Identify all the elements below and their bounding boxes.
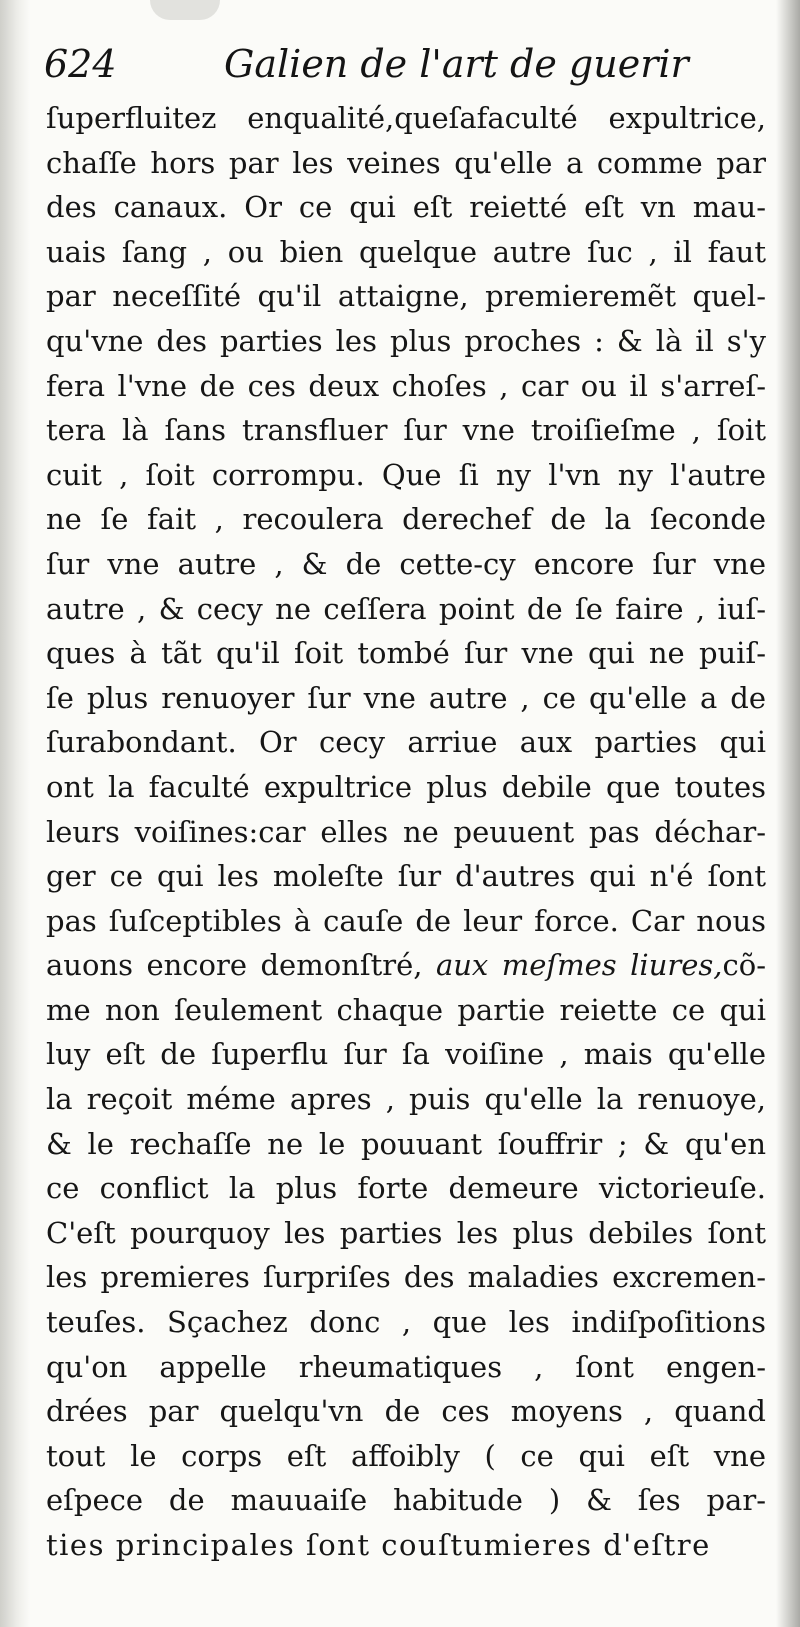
text-line: C'eſt pourquoy les parties les plus debiles ſont (46, 1215, 766, 1250)
text-line: pas ſuſceptibles à cauſe de leur force. Car nous (46, 903, 766, 938)
text-line: fera l'vne de ces deux choſes , car ou il s'arreſ- (46, 368, 766, 403)
running-title: Galien de l'art de guerir (224, 42, 689, 86)
text-line: cuit , ſoit corrompu. Que ſi ny l'vn ny l'autre (46, 457, 766, 492)
text-line: ſur vne autre , & de cette-cy encore ſur vne (46, 546, 766, 581)
text-line: ſuperfluitez enqualité,queſafaculté expultrice, (46, 101, 766, 135)
italic-reference: aux meſmes liures, (435, 948, 723, 983)
text-line: autre , & cecy ne ceſſera point de ſe faire , iuſ- (46, 591, 766, 626)
page-edge-shadow (776, 0, 800, 1627)
text-line: ne ſe fait , recoulera derechef de la ſeconde (46, 502, 766, 537)
text-line: ſurabondant. Or cecy arriue aux parties qui (46, 725, 766, 760)
text-line: ques à tãt qu'il ſoit tombé ſur vne qui ne puiſ- (46, 636, 766, 671)
text-line: qu'vne des parties les plus proches : & là il s'y (46, 323, 766, 358)
text-line: ties principales ſont couſtumieres d'eſtre (46, 1528, 711, 1562)
text-segment: cõ- (722, 948, 766, 983)
text-line: luy eſt de ſuperflu ſur ſa voiſine , mais qu'elle (46, 1037, 766, 1072)
text-line: eſpece de mauuaiſe habitude ) & ſes par- (46, 1483, 766, 1518)
text-line: des canaux. Or ce qui eſt reietté eſt vn mau- (46, 190, 766, 225)
text-line: teuſes. Sçachez donc , que les indiſpoſitions (46, 1305, 766, 1340)
text-line: tout le corps eſt affoibly ( ce qui eſt vne (46, 1438, 766, 1473)
top-smudge (150, 0, 220, 20)
text-line: tera là ſans transfluer ſur vne troiſieſme , ſoit (46, 413, 766, 448)
text-line: drées par quelqu'vn de ces moyens , quand (46, 1394, 766, 1429)
text-line: uais ſang , ou bien quelque autre ſuc , il faut (46, 234, 766, 269)
text-line: leurs voiſines:car elles ne peuuent pas déchar- (46, 814, 766, 849)
text-line: me non ſeulement chaque partie reiette ce qui (46, 992, 766, 1027)
text-line: ont la faculté expultrice plus debile que toutes (46, 769, 766, 804)
text-segment: auons encore demonſtré, (46, 948, 423, 983)
body-text (46, 96, 766, 1568)
text-line: par neceſſité qu'il attaigne, premieremẽt quel- (46, 279, 766, 314)
text-line: la reçoit méme apres , puis qu'elle la renuoye, (46, 1082, 766, 1117)
text-line: ger ce qui les moleſte ſur d'autres qui n'é ſont (46, 859, 766, 894)
text-line: ce conflict la plus forte demeure victorieuſe. (46, 1171, 766, 1206)
text-line: les premieres ſurpriſes des maladies excremen- (46, 1260, 766, 1295)
gutter-shadow (0, 0, 30, 1627)
text-line: qu'on appelle rheumatiques , ſont engen- (46, 1349, 766, 1384)
page-number: 624 (44, 42, 117, 86)
text-line: chaſſe hors par les veines qu'elle a comme par (46, 145, 766, 180)
text-line-with-italic (46, 943, 766, 988)
text-line: & le rechaſſe ne le pouuant ſouffrir ; & qu'en (46, 1126, 766, 1161)
page-header (44, 38, 764, 98)
text-line: ſe plus renuoyer ſur vne autre , ce qu'elle a de (46, 680, 766, 715)
